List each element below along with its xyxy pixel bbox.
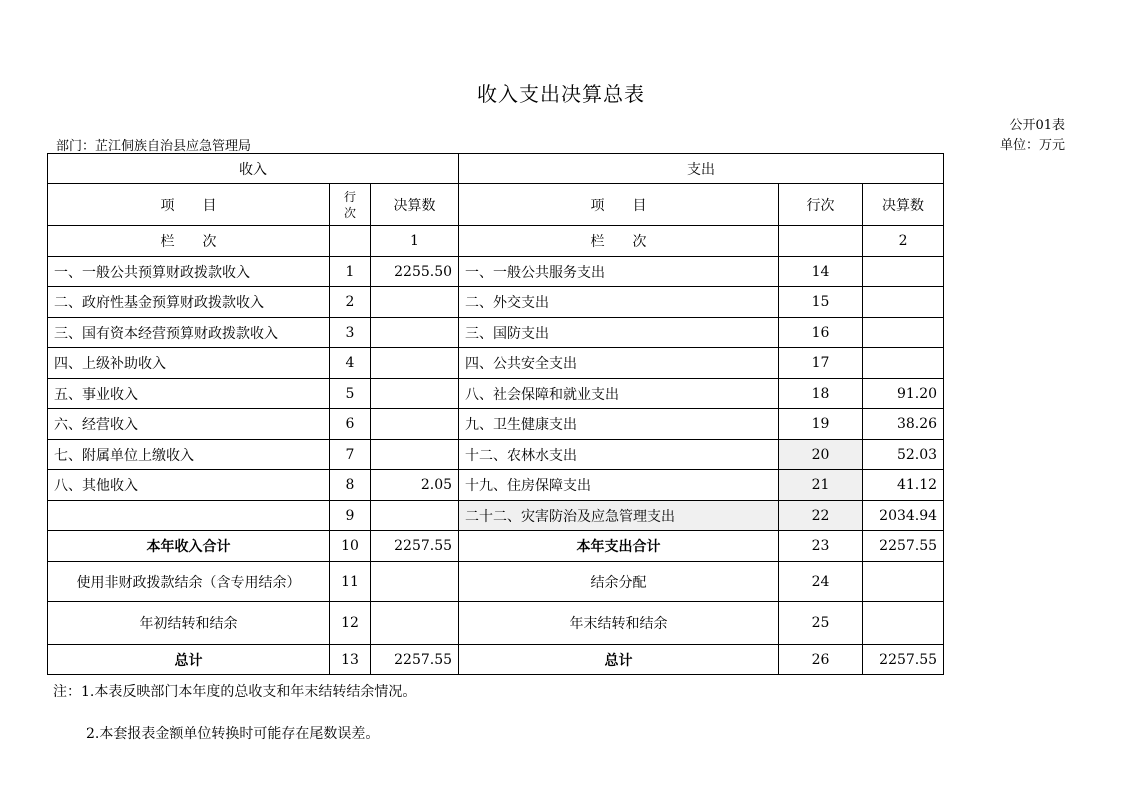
expense-year-total-label: 本年支出合计 xyxy=(459,531,779,562)
expense-row-no: 26 xyxy=(779,645,863,675)
income-row-no: 11 xyxy=(330,562,371,602)
expense-item: 二、外交支出 xyxy=(459,287,779,318)
expense-row-no: 15 xyxy=(779,287,863,318)
income-amount: 2.05 xyxy=(371,470,459,501)
expense-amount xyxy=(863,602,944,645)
table-row xyxy=(48,602,944,645)
income-amount xyxy=(371,602,459,645)
income-grand-total-label: 总计 xyxy=(48,645,330,675)
income-row-no: 8 xyxy=(330,470,371,501)
income-row-no: 2 xyxy=(330,287,371,318)
table-row xyxy=(48,318,944,348)
form-number: 公开01表 xyxy=(1009,118,1065,133)
expense-item: 八、社会保障和就业支出 xyxy=(459,379,779,409)
expense-item: 一、一般公共服务支出 xyxy=(459,257,779,287)
income-item: 七、附属单位上缴收入 xyxy=(48,440,330,470)
table-row xyxy=(48,348,944,379)
expense-grand-total-label: 总计 xyxy=(459,645,779,675)
income-year-total-amount: 2257.55 xyxy=(371,531,459,562)
expense-amount xyxy=(863,348,944,379)
income-amount xyxy=(371,379,459,409)
budget-summary-table xyxy=(47,153,944,675)
grand-total-row xyxy=(48,645,944,675)
footnote-2: 2.本套报表金额单位转换时可能存在尾数误差。 xyxy=(86,726,380,742)
income-row-no: 9 xyxy=(330,501,371,531)
table-row xyxy=(48,409,944,440)
expense-amount xyxy=(863,257,944,287)
expense-amount: 52.03 xyxy=(863,440,944,470)
table-row xyxy=(48,379,944,409)
income-row-no: 10 xyxy=(330,531,371,562)
expense-item: 三、国防支出 xyxy=(459,318,779,348)
income-amount xyxy=(371,440,459,470)
income-item: 三、国有资本经营预算财政拨款收入 xyxy=(48,318,330,348)
income-row-no: 5 xyxy=(330,379,371,409)
income-amount-header: 决算数 xyxy=(371,184,459,226)
expense-grand-total-amount: 2257.55 xyxy=(863,645,944,675)
expense-row-no: 14 xyxy=(779,257,863,287)
expense-row-no: 23 xyxy=(779,531,863,562)
expense-row-no: 18 xyxy=(779,379,863,409)
expense-amount xyxy=(863,562,944,602)
income-amount xyxy=(371,287,459,318)
expense-row-no: 24 xyxy=(779,562,863,602)
expense-row-no-header: 行次 xyxy=(779,184,863,226)
expense-row-no: 25 xyxy=(779,602,863,645)
expense-amount-header: 决算数 xyxy=(863,184,944,226)
income-amount xyxy=(371,348,459,379)
income-item: 六、经营收入 xyxy=(48,409,330,440)
income-item: 年初结转和结余 xyxy=(48,602,330,645)
income-row-no: 6 xyxy=(330,409,371,440)
table-row xyxy=(48,257,944,287)
expense-row-no: 21 xyxy=(779,470,863,501)
expense-amount: 2034.94 xyxy=(863,501,944,531)
expense-item: 年末结转和结余 xyxy=(459,602,779,645)
income-grand-total-amount: 2257.55 xyxy=(371,645,459,675)
income-item-header: 项 目 xyxy=(48,184,330,226)
income-item: 一、一般公共预算财政拨款收入 xyxy=(48,257,330,287)
table-row xyxy=(48,562,944,602)
expense-item: 九、卫生健康支出 xyxy=(459,409,779,440)
table-row xyxy=(48,440,944,470)
expense-row-no: 16 xyxy=(779,318,863,348)
page-title: 收入支出决算总表 xyxy=(477,82,645,106)
income-row-no: 1 xyxy=(330,257,371,287)
income-year-total-label: 本年收入合计 xyxy=(48,531,330,562)
income-item xyxy=(48,501,330,531)
expense-row-no: 22 xyxy=(779,501,863,531)
department-label: 部门：芷江侗族自治县应急管理局 xyxy=(56,139,252,154)
expense-item: 二十二、灾害防治及应急管理支出 xyxy=(459,501,779,531)
income-row-no: 13 xyxy=(330,645,371,675)
income-column-label: 栏 次 xyxy=(48,226,330,257)
income-amount: 2255.50 xyxy=(371,257,459,287)
income-row-no: 4 xyxy=(330,348,371,379)
expense-item: 十二、农林水支出 xyxy=(459,440,779,470)
table-row xyxy=(48,287,944,318)
expense-item: 四、公共安全支出 xyxy=(459,348,779,379)
expense-amount: 38.26 xyxy=(863,409,944,440)
income-amount xyxy=(371,318,459,348)
expense-row-no: 17 xyxy=(779,348,863,379)
income-section-header: 收入 xyxy=(48,154,459,184)
expense-amount: 41.12 xyxy=(863,470,944,501)
income-amount xyxy=(371,501,459,531)
expense-section-header: 支出 xyxy=(459,154,944,184)
expense-item: 结余分配 xyxy=(459,562,779,602)
expense-item-header: 项 目 xyxy=(459,184,779,226)
income-amount xyxy=(371,409,459,440)
expense-row-no: 19 xyxy=(779,409,863,440)
table-row xyxy=(48,501,944,531)
footnote-1: 注：1.本表反映部门本年度的总收支和年末结转结余情况。 xyxy=(53,684,417,700)
empty-cell xyxy=(330,226,371,257)
unit-label: 单位：万元 xyxy=(999,138,1065,153)
expense-item: 十九、住房保障支出 xyxy=(459,470,779,501)
income-row-no: 12 xyxy=(330,602,371,645)
income-amount xyxy=(371,562,459,602)
expense-row-no: 20 xyxy=(779,440,863,470)
income-item: 二、政府性基金预算财政拨款收入 xyxy=(48,287,330,318)
income-column-number: 1 xyxy=(371,226,459,257)
empty-cell xyxy=(779,226,863,257)
income-item: 五、事业收入 xyxy=(48,379,330,409)
expense-amount xyxy=(863,287,944,318)
expense-column-label: 栏 次 xyxy=(459,226,779,257)
income-row-no: 3 xyxy=(330,318,371,348)
income-item: 使用非财政拨款结余（含专用结余） xyxy=(48,562,330,602)
table-row xyxy=(48,470,944,501)
expense-amount: 91.20 xyxy=(863,379,944,409)
income-row-no: 7 xyxy=(330,440,371,470)
year-total-row xyxy=(48,531,944,562)
income-item: 四、上级补助收入 xyxy=(48,348,330,379)
income-item: 八、其他收入 xyxy=(48,470,330,501)
expense-column-number: 2 xyxy=(863,226,944,257)
expense-year-total-amount: 2257.55 xyxy=(863,531,944,562)
income-row-no-header: 行 次 xyxy=(330,184,371,226)
expense-amount xyxy=(863,318,944,348)
